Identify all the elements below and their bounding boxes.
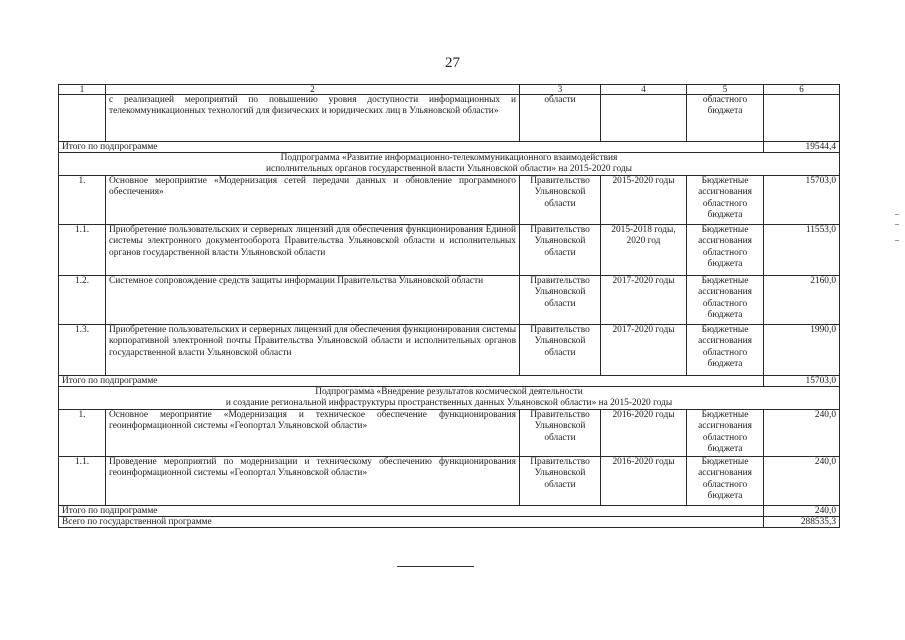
footer-divider [397, 566, 474, 567]
row-executor: области [520, 95, 601, 142]
column-header: 5 [687, 85, 764, 95]
row-description: Системное сопровождение средств защиты информации Правительства Ульяновской области [106, 276, 520, 325]
row-period: 2017-2020 годы [601, 325, 687, 376]
row-period: 2015-2018 годы, 2020 год [601, 225, 687, 276]
row-period: 2015-2020 годы [601, 176, 687, 225]
row-funding: Бюджетные ассигнования областного бюджета [687, 176, 764, 225]
row-description: Основное мероприятие «Модернизация сетей передачи данных и обновление программного обеспечения» [106, 176, 520, 225]
row-number: 1.1. [59, 457, 106, 506]
program-table [58, 84, 840, 528]
row-amount: 2160,0 [764, 276, 840, 325]
row-amount: 1990,0 [764, 325, 840, 376]
row-period: 2017-2020 годы [601, 276, 687, 325]
row-funding: областного бюджета [687, 95, 764, 142]
row-description: Проведение мероприятий по модернизации и техническому обеспечению функционирования геоинформационной системы «Геопортал Ульяновской области» [106, 457, 520, 506]
row-executor: Правительство Ульяновской области [520, 176, 601, 225]
row-funding: Бюджетные ассигнования областного бюджета [687, 276, 764, 325]
row-funding: Бюджетные ассигнования областного бюджета [687, 325, 764, 376]
table-row [59, 95, 840, 142]
row-number: 1. [59, 410, 106, 457]
row-period: 2016-2020 годы [601, 410, 687, 457]
subtotal-row [59, 376, 840, 387]
subprogram-heading [59, 387, 840, 410]
subprogram-title-line: и создание региональной инфраструктуры пространственных данных Ульяновской области» на 2015-2020 годы [225, 398, 673, 408]
scan-mark [895, 214, 899, 215]
row-amount: 15703,0 [764, 176, 840, 225]
subprogram-heading [59, 153, 840, 176]
row-executor: Правительство Ульяновской области [520, 225, 601, 276]
table-row [59, 225, 840, 276]
row-number: 1.2. [59, 276, 106, 325]
subtotal-amount: 240,0 [764, 506, 840, 517]
row-funding: Бюджетные ассигнования областного бюджета [687, 225, 764, 276]
column-header: 2 [106, 85, 520, 95]
subprogram-title-line: Подпрограмма «Внедрение результатов космической деятельности [315, 387, 583, 397]
column-header: 1 [59, 85, 106, 95]
row-executor: Правительство Ульяновской области [520, 325, 601, 376]
column-header: 4 [601, 85, 687, 95]
row-number: 1.3. [59, 325, 106, 376]
row-executor: Правительство Ульяновской области [520, 410, 601, 457]
subprogram-title-line: Подпрограмма «Развитие информационно-телекоммуникационного взаимодействия [280, 153, 618, 163]
row-amount: 11553,0 [764, 225, 840, 276]
row-description: Приобретение пользовательских и серверных лицензий для обеспечения функционирования системы корпоративной электронной почты Правительства Ульяновской области и исполнительных органов государственной власти Ульяновской области [106, 325, 520, 376]
table-row [59, 410, 840, 457]
subtotal-label: Итого по подпрограмме [59, 376, 764, 387]
subprogram-title-line: исполнительных органов государственной власти Ульяновской области» на 2015-2020 годы [266, 164, 632, 174]
row-period: 2016-2020 годы [601, 457, 687, 506]
table-row [59, 276, 840, 325]
scan-mark [895, 224, 899, 225]
column-number-row [59, 85, 840, 95]
row-executor: Правительство Ульяновской области [520, 457, 601, 506]
grand-total-row [59, 517, 840, 528]
subtotal-label: Итого по подпрограмме [59, 506, 764, 517]
row-number: 1. [59, 176, 106, 225]
row-amount: 240,0 [764, 457, 840, 506]
row-executor: Правительство Ульяновской области [520, 276, 601, 325]
grand-total-label: Всего по государственной программе [59, 517, 764, 528]
table-row [59, 176, 840, 225]
row-funding: Бюджетные ассигнования областного бюджета [687, 457, 764, 506]
column-header: 3 [520, 85, 601, 95]
row-number: 1.1. [59, 225, 106, 276]
table-row [59, 325, 840, 376]
subtotal-row [59, 506, 840, 517]
subtotal-row [59, 142, 840, 153]
column-header: 6 [764, 85, 840, 95]
row-description: с реализацией мероприятий по повышению уровня доступности информационных и телекоммуникационных технологий для физических и юридических лиц в Ульяновской области» [106, 95, 520, 142]
subtotal-label: Итого по подпрограмме [59, 142, 764, 153]
subtotal-amount: 19544,4 [764, 142, 840, 153]
subtotal-amount: 15703,0 [764, 376, 840, 387]
page-number: 27 [445, 55, 460, 71]
row-funding: Бюджетные ассигнования областного бюджета [687, 410, 764, 457]
row-description: Основное мероприятие «Модернизация и техническое обеспечение функционирования геоинформационной системы «Геопортал Ульяновской области» [106, 410, 520, 457]
scan-mark [895, 240, 899, 241]
table-row [59, 457, 840, 506]
row-description: Приобретение пользовательских и серверных лицензий для обеспечения функционирования Единой системы электронного документооборота Правительства Ульяновской области и исполнительных органов государственной власти Ульяновской области [106, 225, 520, 276]
row-amount: 240,0 [764, 410, 840, 457]
grand-total-amount: 288535,3 [764, 517, 840, 528]
